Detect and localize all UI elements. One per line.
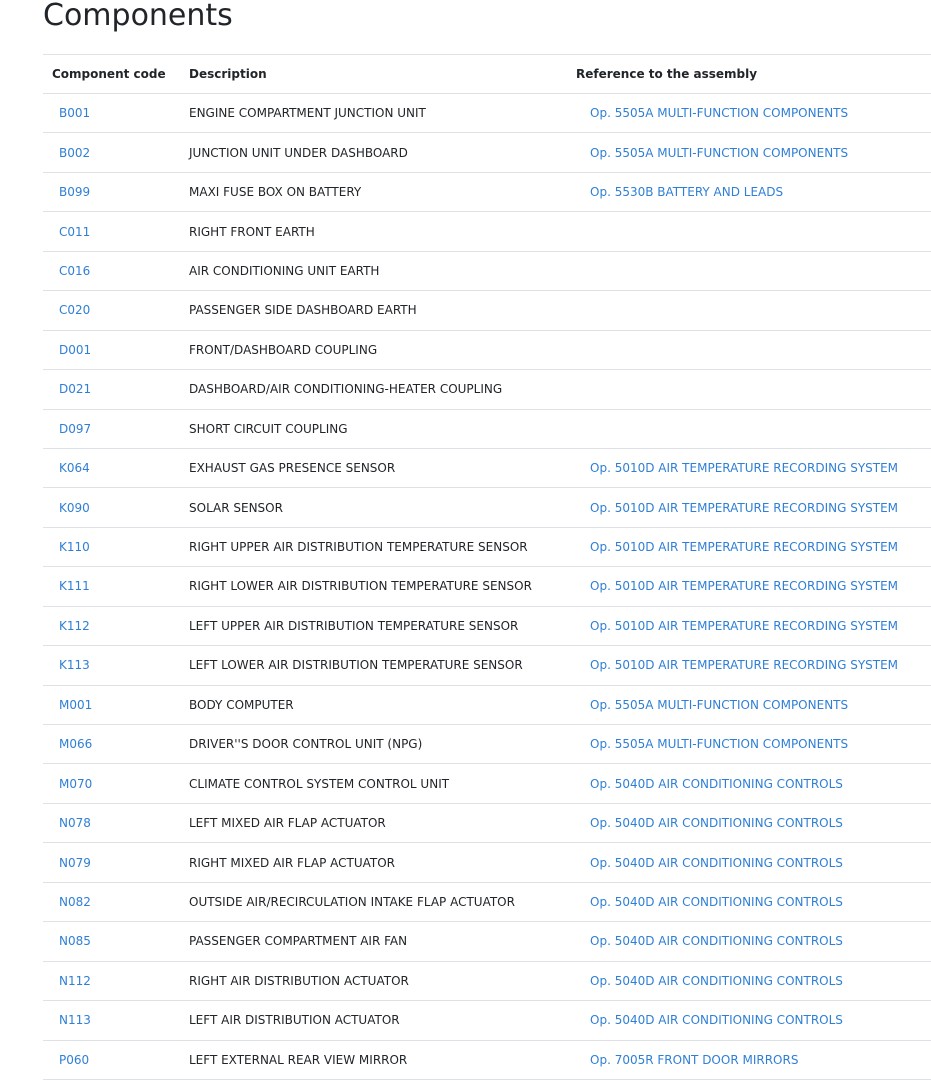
cell-description: PASSENGER COMPARTMENT AIR FAN [180,922,567,961]
table-row [43,448,931,487]
cell-description: LEFT EXTERNAL REAR VIEW MIRROR [180,1040,567,1079]
cell-component-code [43,922,180,961]
cell-component-code [43,882,180,921]
cell-component-code [43,1040,180,1079]
cell-component-code [43,488,180,527]
cell-description: LEFT MIXED AIR FLAP ACTUATOR [180,803,567,842]
table-row [43,330,931,369]
cell-component-code [43,133,180,172]
component-code-link[interactable]: K112 [59,618,90,633]
cell-component-code [43,961,180,1000]
table-row [43,409,931,448]
cell-description: JUNCTION UNIT UNDER DASHBOARD [180,133,567,172]
assembly-reference-link[interactable]: Op. 5040D AIR CONDITIONING CONTROLS [590,894,843,909]
page-title: Components [43,0,233,33]
component-code-link[interactable]: K111 [59,579,90,594]
cell-reference [567,646,931,685]
table-header [43,55,931,94]
assembly-reference-link[interactable]: Op. 5040D AIR CONDITIONING CONTROLS [590,776,843,791]
cell-description: AIR CONDITIONING UNIT EARTH [180,251,567,290]
assembly-reference-link[interactable]: Op. 5040D AIR CONDITIONING CONTROLS [590,1013,843,1028]
table-row [43,646,931,685]
cell-reference [567,961,931,1000]
table-row [43,133,931,172]
table-body [43,94,931,1080]
cell-description: DRIVER''S DOOR CONTROL UNIT (NPG) [180,725,567,764]
component-code-link[interactable]: K090 [59,500,90,515]
assembly-reference-link[interactable]: Op. 5010D AIR TEMPERATURE RECORDING SYSTEM [590,579,899,594]
header-description: Description [180,55,567,94]
cell-component-code [43,370,180,409]
component-code-link[interactable]: N112 [59,973,91,988]
assembly-reference-link[interactable]: Op. 5040D AIR CONDITIONING CONTROLS [590,934,843,949]
assembly-reference-link[interactable]: Op. 5040D AIR CONDITIONING CONTROLS [590,855,843,870]
table-row [43,94,931,133]
cell-component-code [43,409,180,448]
assembly-reference-link[interactable]: Op. 5010D AIR TEMPERATURE RECORDING SYSTEM [590,500,899,515]
cell-component-code [43,803,180,842]
table-row [43,527,931,566]
cell-component-code [43,567,180,606]
cell-reference [567,409,931,448]
header-reference: Reference to the assembly [567,55,931,94]
cell-reference [567,291,931,330]
cell-description: FRONT/DASHBOARD COUPLING [180,330,567,369]
component-code-link[interactable]: D021 [59,382,92,397]
cell-description: DASHBOARD/AIR CONDITIONING-HEATER COUPLING [180,370,567,409]
cell-reference [567,330,931,369]
cell-component-code [43,843,180,882]
table-row [43,843,931,882]
cell-component-code [43,172,180,211]
cell-description: RIGHT AIR DISTRIBUTION ACTUATOR [180,961,567,1000]
cell-description: BODY COMPUTER [180,685,567,724]
cell-description: SOLAR SENSOR [180,488,567,527]
cell-component-code [43,330,180,369]
header-component-code: Component code [43,55,180,94]
cell-reference [567,685,931,724]
cell-description: LEFT UPPER AIR DISTRIBUTION TEMPERATURE SENSOR [180,606,567,645]
assembly-reference-link[interactable]: Op. 7005R FRONT DOOR MIRRORS [590,1052,799,1067]
cell-reference [567,94,931,133]
cell-component-code [43,725,180,764]
cell-description: PASSENGER SIDE DASHBOARD EARTH [180,291,567,330]
cell-reference [567,567,931,606]
cell-component-code [43,291,180,330]
component-code-link[interactable]: N085 [59,934,91,949]
cell-component-code [43,764,180,803]
table-row [43,922,931,961]
cell-component-code [43,448,180,487]
table-row [43,488,931,527]
cell-reference [567,922,931,961]
assembly-reference-link[interactable]: Op. 5505A MULTI-FUNCTION COMPONENTS [590,145,849,160]
cell-description: OUTSIDE AIR/RECIRCULATION INTAKE FLAP ACTUATOR [180,882,567,921]
table-row [43,212,931,251]
assembly-reference-link[interactable]: Op. 5040D AIR CONDITIONING CONTROLS [590,973,843,988]
cell-description: RIGHT UPPER AIR DISTRIBUTION TEMPERATURE SENSOR [180,527,567,566]
assembly-reference-link[interactable]: Op. 5505A MULTI-FUNCTION COMPONENTS [590,106,849,121]
table-row [43,1040,931,1079]
table-row [43,803,931,842]
assembly-reference-link[interactable]: Op. 5010D AIR TEMPERATURE RECORDING SYSTEM [590,618,899,633]
table-row [43,685,931,724]
cell-reference [567,725,931,764]
cell-description: RIGHT MIXED AIR FLAP ACTUATOR [180,843,567,882]
component-code-link[interactable]: K113 [59,658,90,673]
cell-description: SHORT CIRCUIT COUPLING [180,409,567,448]
cell-reference [567,882,931,921]
cell-description: EXHAUST GAS PRESENCE SENSOR [180,448,567,487]
component-code-link[interactable]: K110 [59,540,90,555]
cell-reference [567,370,931,409]
component-code-link[interactable]: D097 [59,421,92,436]
component-code-link[interactable]: N082 [59,894,91,909]
table-row [43,882,931,921]
table-row [43,961,931,1000]
assembly-reference-link[interactable]: Op. 5530B BATTERY AND LEADS [590,185,784,200]
assembly-reference-link[interactable]: Op. 5505A MULTI-FUNCTION COMPONENTS [590,737,849,752]
header-row [43,55,931,94]
table-row [43,567,931,606]
table-row [43,764,931,803]
table-row [43,291,931,330]
component-code-link[interactable]: P060 [59,1052,90,1067]
assembly-reference-link[interactable]: Op. 5010D AIR TEMPERATURE RECORDING SYSTEM [590,461,899,476]
cell-description: LEFT LOWER AIR DISTRIBUTION TEMPERATURE SENSOR [180,646,567,685]
table-row [43,172,931,211]
cell-description: CLIMATE CONTROL SYSTEM CONTROL UNIT [180,764,567,803]
component-code-link[interactable]: B001 [59,106,91,121]
assembly-reference-link[interactable]: Op. 5010D AIR TEMPERATURE RECORDING SYSTEM [590,540,899,555]
component-code-link[interactable]: B002 [59,145,91,160]
cell-component-code [43,251,180,290]
table-row [43,725,931,764]
assembly-reference-link[interactable]: Op. 5040D AIR CONDITIONING CONTROLS [590,816,843,831]
cell-component-code [43,1001,180,1040]
component-code-link[interactable]: D001 [59,342,92,357]
cell-reference [567,172,931,211]
component-code-link[interactable]: N079 [59,855,91,870]
cell-description: LEFT AIR DISTRIBUTION ACTUATOR [180,1001,567,1040]
cell-reference [567,606,931,645]
cell-reference [567,1001,931,1040]
cell-component-code [43,212,180,251]
cell-reference [567,251,931,290]
cell-description: ENGINE COMPARTMENT JUNCTION UNIT [180,94,567,133]
assembly-reference-link[interactable]: Op. 5010D AIR TEMPERATURE RECORDING SYSTEM [590,658,899,673]
table-row [43,370,931,409]
table-row [43,1001,931,1040]
component-code-link[interactable]: M070 [59,776,93,791]
cell-component-code [43,527,180,566]
component-code-link[interactable]: C011 [59,224,91,239]
cell-component-code [43,685,180,724]
component-code-link[interactable]: M066 [59,737,93,752]
cell-reference [567,448,931,487]
table-row [43,606,931,645]
cell-reference [567,488,931,527]
cell-description: RIGHT FRONT EARTH [180,212,567,251]
component-code-link[interactable]: C020 [59,303,91,318]
cell-description: RIGHT LOWER AIR DISTRIBUTION TEMPERATURE SENSOR [180,567,567,606]
cell-reference [567,803,931,842]
cell-reference [567,133,931,172]
cell-reference [567,212,931,251]
component-code-link[interactable]: C016 [59,263,91,278]
cell-reference [567,1040,931,1079]
component-code-link[interactable]: N078 [59,816,91,831]
component-code-link[interactable]: K064 [59,461,90,476]
cell-description: MAXI FUSE BOX ON BATTERY [180,172,567,211]
cell-component-code [43,606,180,645]
component-code-link[interactable]: B099 [59,185,91,200]
table-row [43,251,931,290]
cell-component-code [43,646,180,685]
assembly-reference-link[interactable]: Op. 5505A MULTI-FUNCTION COMPONENTS [590,697,849,712]
cell-reference [567,764,931,803]
cell-reference [567,527,931,566]
cell-component-code [43,94,180,133]
component-code-link[interactable]: M001 [59,697,93,712]
component-code-link[interactable]: N113 [59,1013,91,1028]
components-table [43,54,931,1080]
cell-reference [567,843,931,882]
